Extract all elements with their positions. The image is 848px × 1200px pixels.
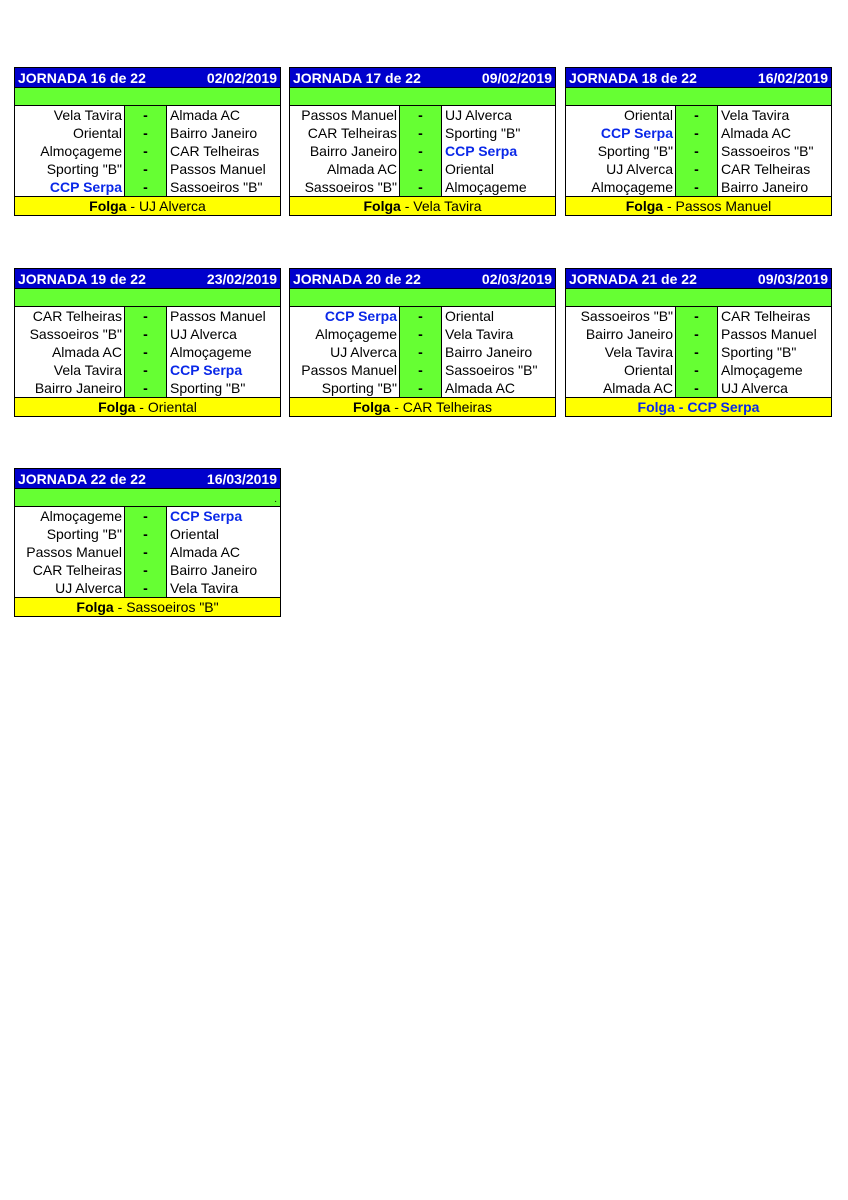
folga-label: Folga <box>89 198 127 214</box>
match-separator: - <box>676 106 718 124</box>
home-team: Vela Tavira <box>566 343 676 361</box>
match-row <box>566 124 831 142</box>
match-row <box>566 325 831 343</box>
match-separator: - <box>676 361 718 379</box>
match-separator: - <box>125 561 167 579</box>
home-team: Almada AC <box>566 379 676 397</box>
away-team: Almada AC <box>721 125 792 141</box>
round-spacer <box>15 88 280 106</box>
away-team: UJ Alverca <box>170 326 237 342</box>
match-row <box>566 142 831 160</box>
away-team: Oriental <box>170 526 220 542</box>
round-date: 09/02/2019 <box>481 69 552 86</box>
away-team: Sporting "B" <box>445 125 521 141</box>
folga-team: UJ Alverca <box>138 198 206 214</box>
round-table <box>14 67 281 216</box>
away-team: UJ Alverca <box>445 107 512 123</box>
round-header <box>15 469 280 489</box>
home-team: Oriental <box>566 106 676 124</box>
match-row <box>290 178 555 196</box>
folga-row: Folga - CAR Telheiras <box>290 397 555 416</box>
match-separator: - <box>676 142 718 160</box>
home-team: Sassoeiros "B" <box>566 307 676 325</box>
away-team: CCP Serpa <box>170 362 243 378</box>
round-title: JORNADA 20 de 22 <box>293 270 421 287</box>
match-row <box>15 379 280 397</box>
match-separator: - <box>125 325 167 343</box>
match-separator: - <box>125 178 167 196</box>
home-team: Almada AC <box>15 343 125 361</box>
away-team: Almada AC <box>170 544 241 560</box>
folga-team: CCP Serpa <box>687 399 760 415</box>
match-row <box>290 124 555 142</box>
away-team: Passos Manuel <box>721 326 817 342</box>
home-team: CAR Telheiras <box>290 124 400 142</box>
folga-label: Folga <box>76 599 114 615</box>
home-team: Sporting "B" <box>15 160 125 178</box>
match-separator: - <box>400 124 442 142</box>
match-separator: - <box>125 307 167 325</box>
away-team: Passos Manuel <box>170 308 266 324</box>
match-separator: - <box>125 379 167 397</box>
round-header <box>566 269 831 289</box>
match-row <box>290 106 555 124</box>
away-team: Sassoeiros "B" <box>445 362 538 378</box>
match-row <box>15 343 280 361</box>
away-team: CAR Telheiras <box>170 143 260 159</box>
round-date: 16/03/2019 <box>206 470 277 487</box>
folga-row: Folga - UJ Alverca <box>15 196 280 215</box>
folga-label: Folga <box>352 399 391 415</box>
away-team: Bairro Janeiro <box>170 562 258 578</box>
match-row <box>15 561 280 579</box>
match-row <box>15 325 280 343</box>
match-separator: - <box>676 325 718 343</box>
away-team: CAR Telheiras <box>721 308 811 324</box>
home-team: Almoçageme <box>15 142 125 160</box>
home-team: Sporting "B" <box>15 525 125 543</box>
round-header <box>290 68 555 88</box>
match-separator: - <box>400 325 442 343</box>
round-header <box>15 68 280 88</box>
round-date: 16/02/2019 <box>757 69 828 86</box>
match-separator: - <box>400 307 442 325</box>
folga-label: Folga <box>98 399 136 415</box>
round-title: JORNADA 19 de 22 <box>18 270 146 287</box>
match-separator: - <box>676 379 718 397</box>
match-row <box>290 361 555 379</box>
home-team: UJ Alverca <box>290 343 400 361</box>
away-team: UJ Alverca <box>721 380 788 396</box>
round-spacer <box>290 88 555 106</box>
round-title: JORNADA 18 de 22 <box>569 69 697 86</box>
folga-row: Folga - Sassoeiros "B" <box>15 597 280 616</box>
home-team: Almoçageme <box>15 507 125 525</box>
round-title: JORNADA 17 de 22 <box>293 69 421 86</box>
match-separator: - <box>400 343 442 361</box>
home-team: Passos Manuel <box>290 361 400 379</box>
match-separator: - <box>400 178 442 196</box>
home-team: Sporting "B" <box>566 142 676 160</box>
away-team: Sassoeiros "B" <box>170 179 263 195</box>
match-row <box>15 525 280 543</box>
spacer-mark: . <box>274 494 277 505</box>
match-separator: - <box>125 142 167 160</box>
away-team: Sporting "B" <box>721 344 797 360</box>
round-date: 02/03/2019 <box>481 270 552 287</box>
folga-team: Oriental <box>147 399 197 415</box>
home-team: Vela Tavira <box>15 106 125 124</box>
home-team: Vela Tavira <box>15 361 125 379</box>
folga-team: Passos Manuel <box>675 198 772 214</box>
away-team: Almoçageme <box>445 179 527 195</box>
away-team: Bairro Janeiro <box>170 125 258 141</box>
match-separator: - <box>400 106 442 124</box>
folga-label: Folga <box>363 198 401 214</box>
round-title: JORNADA 21 de 22 <box>569 270 697 287</box>
away-team: Almoçageme <box>721 362 803 378</box>
round-title: JORNADA 22 de 22 <box>18 470 146 487</box>
home-team: Almoçageme <box>290 325 400 343</box>
match-row <box>290 379 555 397</box>
match-separator: - <box>125 361 167 379</box>
home-team: Bairro Janeiro <box>290 142 400 160</box>
match-row <box>15 106 280 124</box>
round-date: 02/02/2019 <box>206 69 277 86</box>
round-table <box>14 468 281 617</box>
match-separator: - <box>125 543 167 561</box>
match-separator: - <box>400 160 442 178</box>
round-header <box>290 269 555 289</box>
away-team: Bairro Janeiro <box>721 179 809 195</box>
away-team: CCP Serpa <box>170 508 243 524</box>
match-separator: - <box>676 307 718 325</box>
match-row <box>566 343 831 361</box>
round-spacer <box>566 289 831 307</box>
match-separator: - <box>400 379 442 397</box>
round-spacer <box>566 88 831 106</box>
match-row <box>566 361 831 379</box>
round-table <box>565 268 832 417</box>
home-team: UJ Alverca <box>15 579 125 597</box>
match-row <box>290 160 555 178</box>
home-team: Sassoeiros "B" <box>290 178 400 196</box>
away-team: Almoçageme <box>170 344 252 360</box>
folga-label: Folga <box>637 399 675 415</box>
round-table <box>289 268 556 417</box>
match-row <box>15 579 280 597</box>
match-row <box>15 507 280 525</box>
away-team: Bairro Janeiro <box>445 344 533 360</box>
home-team: Oriental <box>15 124 125 142</box>
round-spacer <box>290 289 555 307</box>
folga-row: Folga - CCP Serpa <box>566 397 831 416</box>
folga-row: Folga - Passos Manuel <box>566 196 831 215</box>
away-team: CCP Serpa <box>445 143 518 159</box>
away-team: Vela Tavira <box>445 326 514 342</box>
home-team: Almada AC <box>290 160 400 178</box>
match-row <box>566 307 831 325</box>
home-team: CCP Serpa <box>290 307 400 325</box>
home-team: CCP Serpa <box>15 178 125 196</box>
round-table <box>289 67 556 216</box>
round-header <box>566 68 831 88</box>
away-team: Oriental <box>445 161 495 177</box>
away-team: Sporting "B" <box>170 380 246 396</box>
match-row <box>15 142 280 160</box>
match-separator: - <box>676 160 718 178</box>
match-row <box>290 142 555 160</box>
match-row <box>15 307 280 325</box>
folga-team: Sassoeiros "B" <box>126 599 219 615</box>
home-team: Sporting "B" <box>290 379 400 397</box>
home-team: CAR Telheiras <box>15 561 125 579</box>
round-date: 23/02/2019 <box>206 270 277 287</box>
match-separator: - <box>676 124 718 142</box>
round-date: 09/03/2019 <box>757 270 828 287</box>
away-team: Almada AC <box>445 380 516 396</box>
home-team: CCP Serpa <box>566 124 676 142</box>
match-row <box>15 361 280 379</box>
away-team: Vela Tavira <box>721 107 790 123</box>
match-separator: - <box>676 343 718 361</box>
match-row <box>15 160 280 178</box>
match-row <box>566 178 831 196</box>
home-team: UJ Alverca <box>566 160 676 178</box>
match-row <box>15 543 280 561</box>
round-table <box>565 67 832 216</box>
match-separator: - <box>676 178 718 196</box>
folga-label: Folga <box>625 198 664 214</box>
match-separator: - <box>125 160 167 178</box>
match-separator: - <box>125 579 167 597</box>
away-team: Sassoeiros "B" <box>721 143 814 159</box>
match-row <box>566 160 831 178</box>
away-team: Oriental <box>445 308 495 324</box>
home-team: CAR Telheiras <box>15 307 125 325</box>
home-team: Passos Manuel <box>290 106 400 124</box>
round-spacer <box>15 289 280 307</box>
round-table <box>14 268 281 417</box>
folga-team: CAR Telheiras <box>402 399 493 415</box>
away-team: Almada AC <box>170 107 241 123</box>
round-title: JORNADA 16 de 22 <box>18 69 146 86</box>
folga-team: Vela Tavira <box>413 198 482 214</box>
match-row <box>15 178 280 196</box>
match-separator: - <box>125 106 167 124</box>
home-team: Sassoeiros "B" <box>15 325 125 343</box>
match-separator: - <box>125 507 167 525</box>
match-separator: - <box>125 124 167 142</box>
away-team: CAR Telheiras <box>721 161 811 177</box>
match-row <box>290 343 555 361</box>
round-spacer <box>15 489 280 507</box>
match-separator: - <box>125 525 167 543</box>
match-separator: - <box>400 361 442 379</box>
folga-row: Folga - Oriental <box>15 397 280 416</box>
home-team: Oriental <box>566 361 676 379</box>
match-separator: - <box>125 343 167 361</box>
away-team: Passos Manuel <box>170 161 266 177</box>
match-row <box>15 124 280 142</box>
folga-row: Folga - Vela Tavira <box>290 196 555 215</box>
away-team: Vela Tavira <box>170 580 239 596</box>
home-team: Bairro Janeiro <box>15 379 125 397</box>
home-team: Almoçageme <box>566 178 676 196</box>
match-row <box>566 379 831 397</box>
match-row <box>290 307 555 325</box>
match-row <box>290 325 555 343</box>
home-team: Bairro Janeiro <box>566 325 676 343</box>
match-row <box>566 106 831 124</box>
match-separator: - <box>400 142 442 160</box>
round-header <box>15 269 280 289</box>
home-team: Passos Manuel <box>15 543 125 561</box>
